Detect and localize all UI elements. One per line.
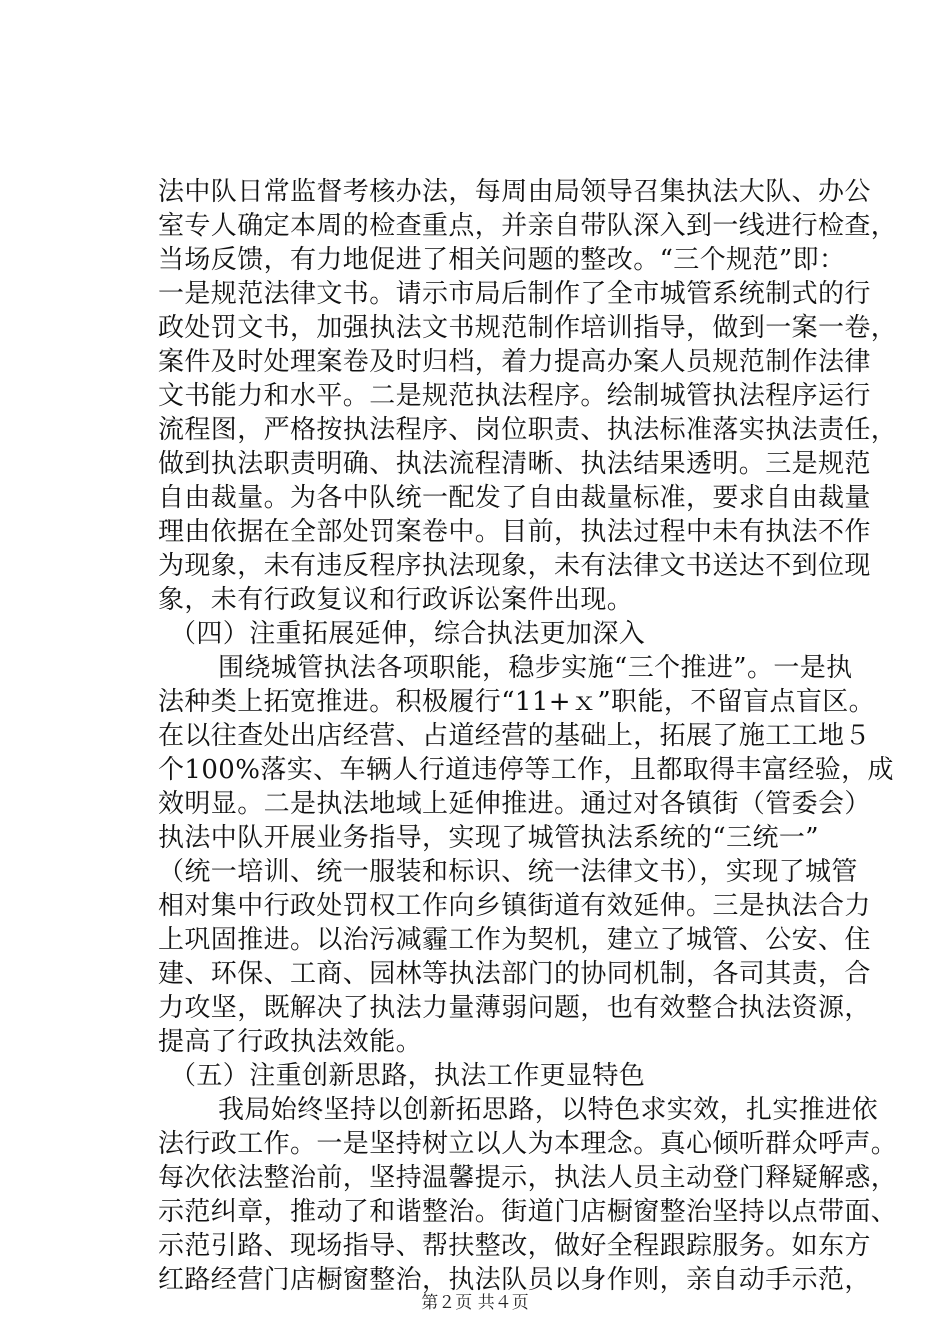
text-line: 理由依据在全部处罚案卷中。目前，执法过程中未有执法不作 <box>158 517 871 547</box>
text-line: 室专人确定本周的检查重点，并亲自带队深入到一线进行检查， <box>158 211 898 241</box>
text-line: 案件及时处理案卷及时归档，着力提高办案人员规范制作法律 <box>158 347 871 377</box>
text-line: 效明显。二是执法地域上延伸推进。通过对各镇街（管委会） <box>158 789 871 819</box>
text-line: （统一培训、统一服装和标识、统一法律文书），实现了城管 <box>158 857 858 887</box>
text-line: 法种类上拓宽推进。积极履行“11+ｘ”职能，不留盲点盲区。 <box>158 687 876 717</box>
text-line: 每次依法整治前，坚持温馨提示，执法人员主动登门释疑解惑， <box>158 1163 898 1193</box>
text-line: 红路经营门店橱窗整治，执法队员以身作则，亲自动手示范， <box>158 1265 871 1295</box>
text-line: 当场反馈，有力地促进了相关问题的整改。“三个规范”即： <box>158 245 846 275</box>
text-line: 执法中队开展业务指导，实现了城管执法系统的“三统一” <box>158 823 819 853</box>
text-line: 上巩固推进。以治污减霾工作为契机，建立了城管、公安、住 <box>158 925 871 955</box>
text-line: 在以往查处出店经营、占道经营的基础上，拓展了施工工地５ <box>158 721 871 751</box>
text-line: 象，未有行政复议和行政诉讼案件出现。 <box>158 585 634 615</box>
section-heading: （四）注重拓展延伸，综合执法更加深入 <box>170 619 646 649</box>
text-line: 示范引路、现场指导、帮扶整改，做好全程跟踪服务。如东方 <box>158 1231 871 1261</box>
text-line: 政处罚文书，加强执法文书规范制作培训指导，做到一案一卷， <box>158 313 898 343</box>
text-line: 流程图，严格按执法程序、岗位职责、执法标准落实执法责任， <box>158 415 898 445</box>
text-line: 法行政工作。一是坚持树立以人为本理念。真心倾听群众呼声。 <box>158 1129 898 1159</box>
text-line: 法中队日常监督考核办法，每周由局领导召集执法大队、办公 <box>158 177 871 207</box>
text-line: 建、环保、工商、园林等执法部门的协同机制，各司其责，合 <box>158 959 871 989</box>
text-line: 文书能力和水平。二是规范执法程序。绘制城管执法程序运行 <box>158 381 871 411</box>
text-line: 围绕城管执法各项职能，稳步实施“三个推进”。一是执 <box>218 653 853 683</box>
text-line: 一是规范法律文书。请示市局后制作了全市城管系统制式的行 <box>158 279 871 309</box>
text-line: 我局始终坚持以创新拓思路，以特色求实效，扎实推进依 <box>218 1095 879 1125</box>
text-line: 提高了行政执法效能。 <box>158 1027 423 1057</box>
page-number-footer: 第２页 共４页 <box>421 1293 529 1313</box>
text-line: 为现象，未有违反程序执法现象，未有法律文书送达不到位现 <box>158 551 871 581</box>
text-line: 自由裁量。为各中队统一配发了自由裁量标准，要求自由裁量 <box>158 483 871 513</box>
text-line: 个100%落实、车辆人行道违停等工作，且都取得丰富经验，成 <box>158 755 894 785</box>
text-line: 相对集中行政处罚权工作向乡镇街道有效延伸。三是执法合力 <box>158 891 871 921</box>
text-line: 做到执法职责明确、执法流程清晰、执法结果透明。三是规范 <box>158 449 871 479</box>
section-heading: （五）注重创新思路，执法工作更显特色 <box>170 1061 646 1091</box>
text-line: 力攻坚，既解决了执法力量薄弱问题，也有效整合执法资源， <box>158 993 871 1023</box>
text-line: 示范纠章，推动了和谐整治。街道门店橱窗整治坚持以点带面、 <box>158 1197 898 1227</box>
